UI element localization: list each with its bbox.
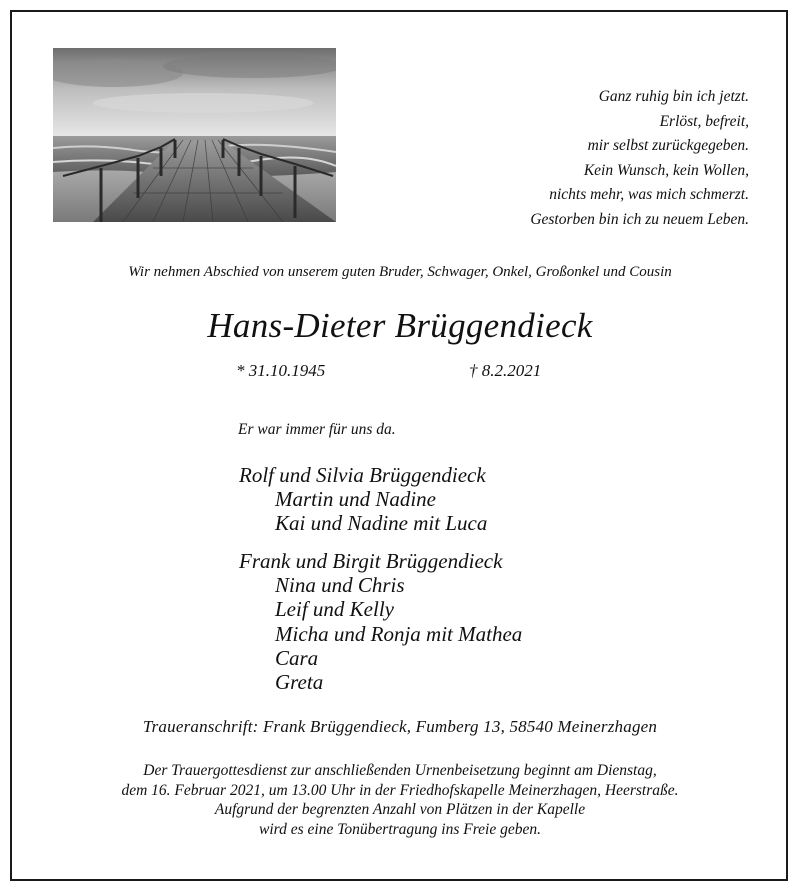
family-group-2 [239, 549, 522, 694]
service-line: Der Trauergottesdienst zur anschließenden Urnenbeisetzung beginnt am Dienstag, [143, 762, 657, 779]
deceased-name: Hans-Dieter Brüggendieck [207, 306, 593, 345]
birth-date: * 31.10.1945 [236, 361, 326, 380]
poem-line: nichts mehr, was mich schmerzt. [549, 186, 749, 204]
family-group-1 [239, 463, 487, 536]
service-info [0, 761, 800, 839]
family-member: Martin und Nadine [275, 487, 436, 512]
family-member: Kai und Nadine mit Luca [275, 511, 488, 536]
poem-line: Gestorben bin ich zu neuem Leben. [530, 210, 749, 228]
death-date: † 8.2.2021 [469, 361, 542, 380]
service-line: wird es eine Tonübertragung ins Freie geben. [259, 820, 541, 838]
family-member: Leif und Kelly [275, 597, 394, 622]
family-member: Cara [275, 645, 319, 670]
poem [530, 85, 749, 233]
poem-line: Erlöst, befreit, [659, 112, 749, 130]
family-head: Rolf und Silvia Brüggendieck [239, 463, 486, 487]
tribute-line: Er war immer für uns da. [238, 421, 396, 438]
family-head: Frank und Birgit Brüggendieck [239, 549, 503, 573]
poem-line: Kein Wunsch, kein Wollen, [583, 161, 749, 179]
family-member: Nina und Chris [275, 573, 405, 598]
family-member: Micha und Ronja mit Mathea [275, 621, 523, 646]
farewell-intro: Wir nehmen Abschied von unserem guten Bruder, Schwager, Onkel, Großonkel und Cousin [128, 264, 672, 280]
poem-line: mir selbst zurückgegeben. [587, 137, 749, 155]
mourning-address: Traueranschrift: Frank Brüggendieck, Fumberg 13, 58540 Meinerzhagen [142, 717, 658, 736]
service-line: dem 16. Februar 2021, um 13.00 Uhr in der Friedhofskapelle Meinerzhagen, Heerstraße. [121, 781, 679, 799]
poem-line: Ganz ruhig bin ich jetzt. [598, 88, 749, 105]
boardwalk-photo [53, 48, 336, 222]
family-member: Greta [275, 670, 324, 695]
service-line: Aufgrund der begrenzten Anzahl von Plätzen in der Kapelle [214, 801, 586, 818]
